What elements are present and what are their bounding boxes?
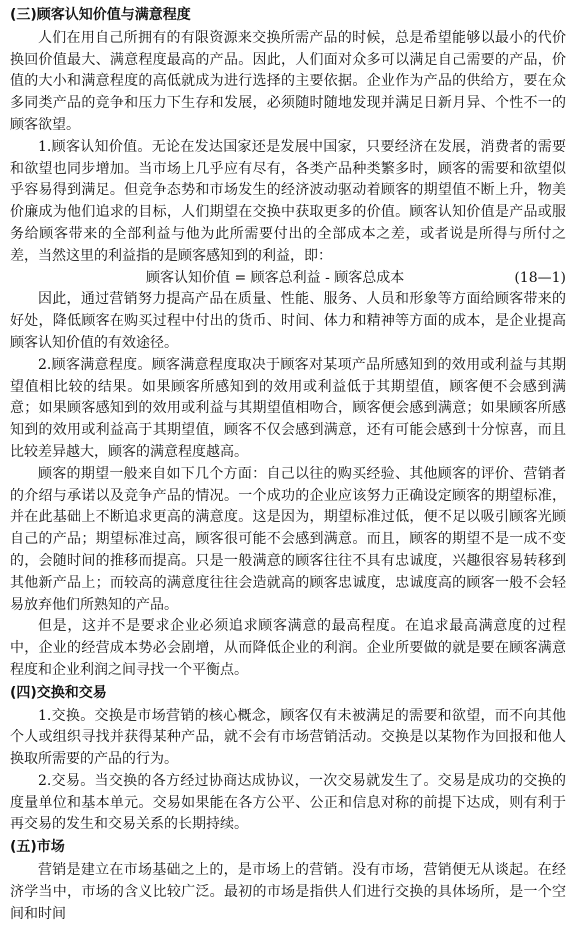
formula-number: (18—1) xyxy=(514,269,566,286)
paragraph: 1.交换。交换是市场营销的核心概念，顾客仅有未被满足的需要和欲望，而不向其他个人或组织寻找并获得某种产品，就不会有市场营销活动。交换是以某物作为回报和他人换取所需要的产品的行为。 xyxy=(10,707,566,768)
formula-line xyxy=(10,268,566,290)
paragraph: 顾客的期望一般来自如下几个方面：自己以往的购买经验、其他顾客的评价、营销者的介绍与承诺以及竞争产品的情况。一个成功的企业应该努力正确设定顾客的期望标准，并在此基础上不断追求更高的满意度。这是因为，期望标准过低，便不足以吸引顾客光顾自己的产品；期望标准过高，顾客很可能不会感到满意。而且，顾客的期望不是一成不变的，会随时间的推移而提高。只是一般满意的顾客往往不具有忠诚度，兴趣很容易转移到其他新产品上；而较高的满意度往往会造就高的顾客忠诚度，忠诚度高的顾客一般不会轻易放弃他们所熟知的产品。 xyxy=(10,465,566,613)
paragraph: 2.顾客满意程度。顾客满意程度取决于顾客对某项产品所感知到的效用或利益与其期望值相比较的结果。如果顾客所感知到的效用或利益低于其期望值，顾客便不会感到满意；如果顾客感知到的效用或利益与其期望值相吻合，顾客便会感到满意；如果顾客所感知到的效用或利益高于其期望值，顾客不仅会感到满意，还有可能会感到十分惊喜，而且比较差异越大，顾客的满意程度越高。 xyxy=(10,356,566,460)
formula: 顾客认知价值 = 顾客总利益 - 顾客总成本 xyxy=(146,269,405,286)
paragraph: 但是，这并不是要求企业必须追求顾客满意的最高程度。在追求最高满意度的过程中，企业的经营成本势必会剧增，从而降低企业的利润。企业所要做的就是要在顾客满意程度和企业利润之间寻找一个平衡点。 xyxy=(10,618,566,678)
paragraph: 人们在用自己所拥有的有限资源来交换所需产品的时候，总是希望能够以最小的代价换回价值最大、满意程度最高的产品。因此，人们面对众多可以满足自己需要的产品，价值的大小和满意程度的高低就成为进行选择的主要依据。企业作为产品的供给方，要在众多同类产品的竞争和压力下生存和发展，必须随时随地发现并满足日新月异、个性不一的顾客欲望。 xyxy=(10,29,566,133)
paragraph: 因此，通过营销努力提高产品在质量、性能、服务、人员和形象等方面给顾客带来的好处，降低顾客在购买过程中付出的货币、时间、体力和精神等方面的成本，是企业提高顾客认知价值的有效途径。 xyxy=(10,291,566,351)
paragraph: 营销是建立在市场基础之上的，是市场上的营销。没有市场，营销便无从谈起。在经济学当中，市场的含义比较广泛。最初的市场是指供人们进行交换的具体场所，是一个空间和时间 xyxy=(10,862,566,922)
section-heading-5: (五)市场 xyxy=(10,839,65,856)
paragraph: 2.交易。当交换的各方经过协商达成协议，一次交易就发生了。交易是成功的交换的度量单位和基本单元。交易如果能在各方公平、公正和信息对称的前提下达成，则有利于再交易的发生和交易关系的长期持续。 xyxy=(10,772,566,833)
section-heading-4: (四)交换和交易 xyxy=(10,684,107,701)
paragraph: 1.顾客认知价值。无论在发达国家还是发展中国家，只要经济在发展，消费者的需要和欲望也同步增加。当市场上几乎应有尽有，各类产品种类繁多时，顾客的需要和欲望似乎容易得到满足。但竞争态势和市场发生的经济波动驱动着顾客的期望值不断上升，物美价廉成为他们追求的目标，人们期望在交换中获取更多的价值。顾客认知价值是产品或服务给顾客带来的全部利益与他为此所需要付出的全部成本之差，或者说是所得与所付之差，当然这里的利益指的是顾客感知到的利益，即： xyxy=(10,138,566,264)
section-heading-3: (三)顾客认知价值与满意程度 xyxy=(10,7,191,23)
